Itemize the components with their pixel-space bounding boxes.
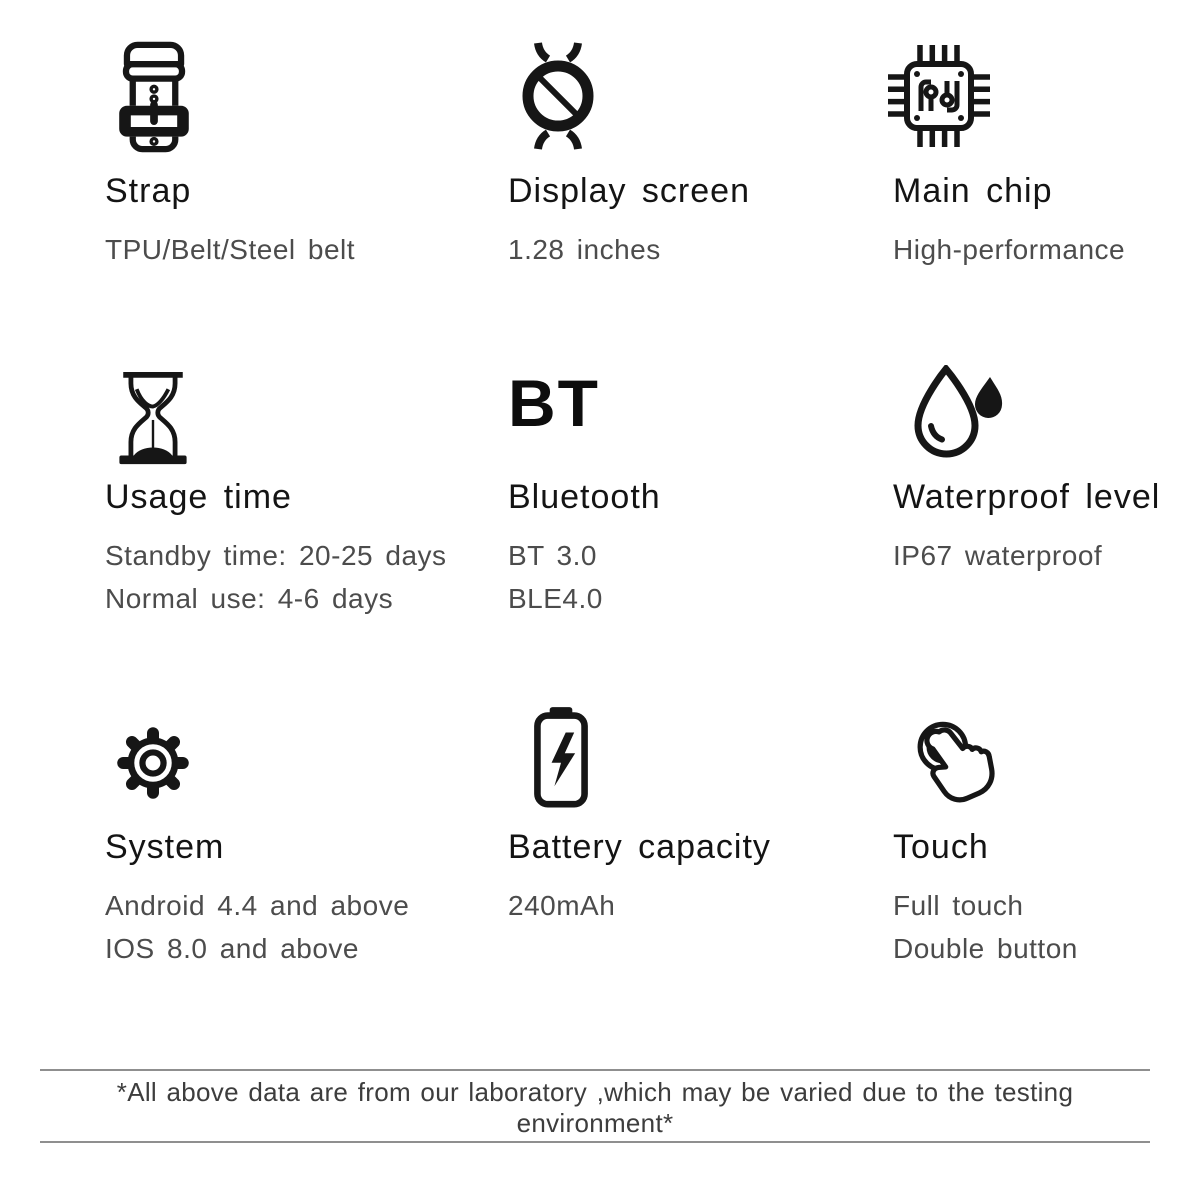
feature-strap bbox=[105, 40, 508, 365]
feature-title: System bbox=[105, 828, 225, 866]
feature-title: Battery capacity bbox=[508, 828, 771, 866]
feature-title: Usage time bbox=[105, 478, 292, 516]
feature-detail: High-performance bbox=[893, 234, 1126, 266]
footer-note: *All above data are from our laboratory ,which may be varied due to the testing environment* bbox=[116, 1077, 1074, 1139]
feature-detail: Standby time: 20-25 days bbox=[105, 540, 447, 572]
feature-title: Display screen bbox=[508, 172, 750, 210]
feature-detail: 1.28 inches bbox=[508, 234, 661, 266]
feature-detail: TPU/Belt/Steel belt bbox=[105, 234, 356, 266]
watch-face-icon bbox=[508, 40, 608, 152]
chip-icon bbox=[883, 40, 995, 152]
feature-bluetooth bbox=[508, 365, 893, 705]
feature-detail: Full touch bbox=[893, 890, 1024, 922]
feature-detail: Normal use: 4-6 days bbox=[105, 582, 394, 614]
touch-icon bbox=[905, 713, 1011, 819]
feature-detail: BLE4.0 bbox=[508, 582, 603, 614]
feature-touch bbox=[893, 705, 1200, 965]
watch-strap-icon bbox=[105, 40, 203, 154]
feature-usage-time bbox=[105, 365, 508, 705]
feature-battery-capacity bbox=[508, 705, 893, 965]
feature-display-screen bbox=[508, 40, 893, 365]
gear-icon bbox=[105, 715, 201, 811]
feature-detail: 240mAh bbox=[508, 890, 616, 922]
feature-detail: BT 3.0 bbox=[508, 540, 597, 572]
footer-disclaimer-band bbox=[40, 1069, 1150, 1143]
feature-title: Main chip bbox=[893, 172, 1053, 210]
feature-detail: IP67 waterproof bbox=[893, 540, 1103, 572]
feature-main-chip bbox=[893, 40, 1200, 365]
feature-title: Bluetooth bbox=[508, 478, 661, 516]
hourglass-icon bbox=[105, 370, 201, 468]
feature-title: Strap bbox=[105, 172, 192, 210]
battery-icon bbox=[528, 705, 594, 811]
feature-detail: Double button bbox=[893, 932, 1078, 964]
feature-system bbox=[105, 705, 508, 965]
feature-waterproof-level bbox=[893, 365, 1200, 705]
feature-title: Waterproof level bbox=[893, 478, 1161, 516]
waterdrop-icon bbox=[905, 365, 1017, 461]
feature-title: Touch bbox=[893, 828, 989, 866]
bluetooth-text-icon: BT bbox=[508, 366, 600, 440]
feature-detail: IOS 8.0 and above bbox=[105, 932, 360, 964]
feature-detail: Android 4.4 and above bbox=[105, 890, 410, 922]
